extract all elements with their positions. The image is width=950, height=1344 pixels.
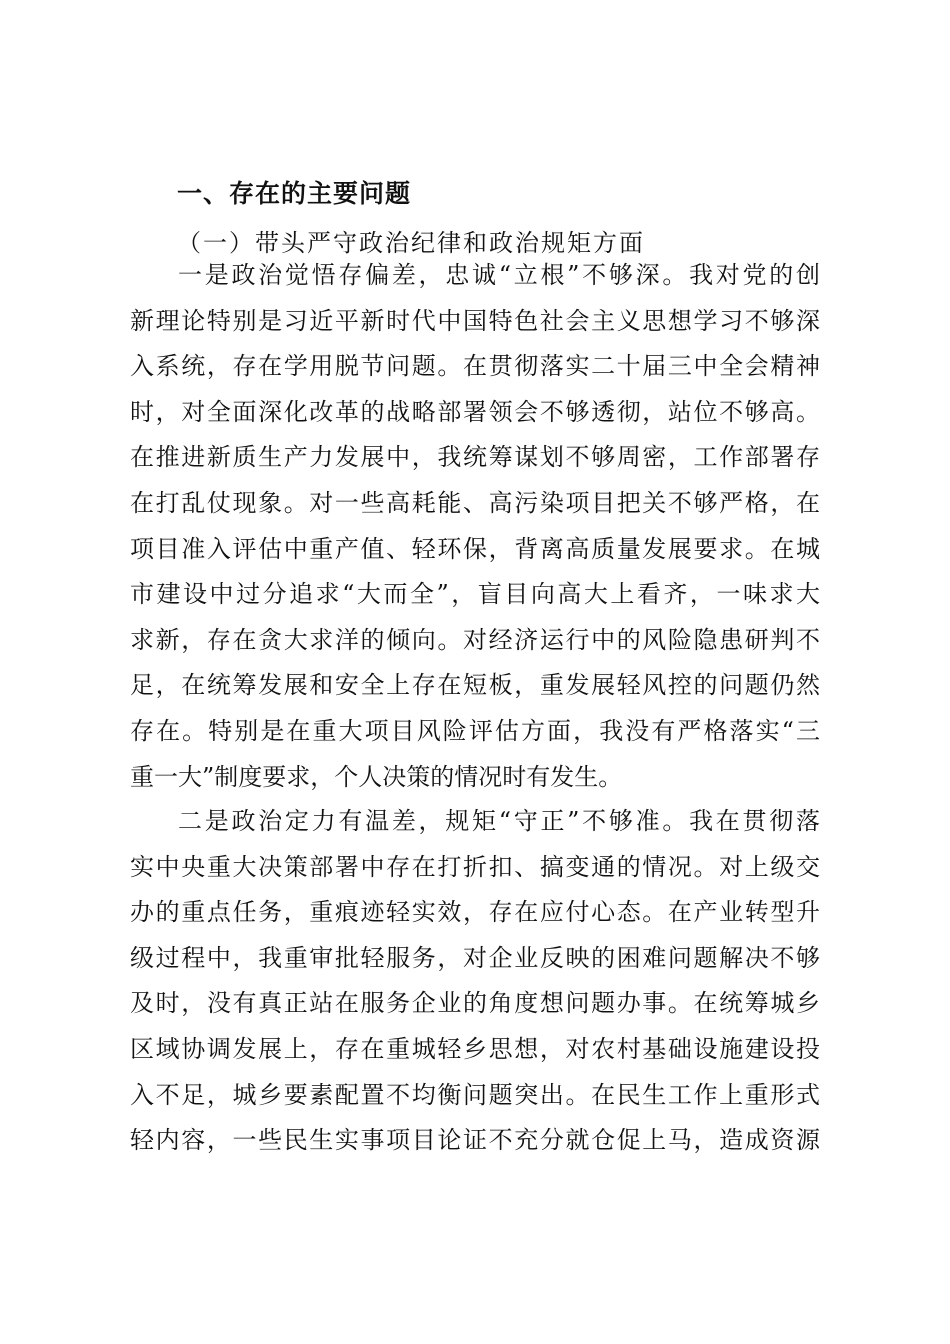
paragraph-line: 存在。特别是在重大项目风险评估方面，我没有严格落实“三 xyxy=(130,716,820,745)
paragraph-line: 区域协调发展上，存在重城轻乡思想，对农村基础设施建设投 xyxy=(130,1034,820,1063)
paragraph-line: 二是政治定力有温差，规矩“守正”不够准。我在贯彻落 xyxy=(178,807,820,835)
paragraph-line: 办的重点任务，重痕迹轻实效，存在应付心态。在产业转型升 xyxy=(130,898,820,927)
paragraph-line: 求新，存在贪大求洋的倾向。对经济运行中的风险隐患研判不 xyxy=(130,625,820,654)
paragraph-line: 新理论特别是习近平新时代中国特色社会主义思想学习不够深 xyxy=(130,306,820,335)
paragraph-line: 级过程中，我重审批轻服务，对企业反映的困难问题解决不够 xyxy=(130,943,820,972)
paragraph-political-determination xyxy=(130,799,820,1164)
paragraph-line: 重一大”制度要求，个人决策的情况时有发生。 xyxy=(130,762,623,791)
paragraph-line: 在打乱仗现象。对一些高耗能、高污染项目把关不够严格，在 xyxy=(130,488,820,517)
paragraph-line: 市建设中过分追求“大而全”，盲目向高大上看齐，一味求大 xyxy=(130,580,820,609)
paragraph-line: 入不足，城乡要素配置不均衡问题突出。在民生工作上重形式 xyxy=(130,1080,820,1109)
paragraph-line: 轻内容，一些民生实事项目论证不充分就仓促上马，造成资源 xyxy=(130,1126,820,1155)
paragraph-line: 时，对全面深化改革的战略部署领会不够透彻，站位不够高。 xyxy=(130,397,820,426)
paragraph-line: 在推进新质生产力发展中，我统筹谋划不够周密，工作部署存 xyxy=(130,443,820,472)
paragraph-line: 项目准入评估中重产值、轻环保，背离高质量发展要求。在城 xyxy=(130,534,820,563)
paragraph-line: 实中央重大决策部署中存在打折扣、搞变通的情况。对上级交 xyxy=(130,852,820,881)
paragraph-line: 入系统，存在学用脱节问题。在贯彻落实二十届三中全会精神 xyxy=(130,352,820,381)
paragraph-line: 足，在统筹发展和安全上存在短板，重发展轻风控的问题仍然 xyxy=(130,671,820,700)
section-heading: 一、存在的主要问题 xyxy=(177,179,412,208)
paragraph-political-awareness xyxy=(130,253,820,800)
subsection-heading: （一）带头严守政治纪律和政治规矩方面 xyxy=(177,229,645,257)
paragraph-line: 一是政治觉悟存偏差，忠诚“立根”不够深。我对党的创 xyxy=(178,261,820,289)
paragraph-line: 及时，没有真正站在服务企业的角度想问题办事。在统筹城乡 xyxy=(130,989,820,1018)
